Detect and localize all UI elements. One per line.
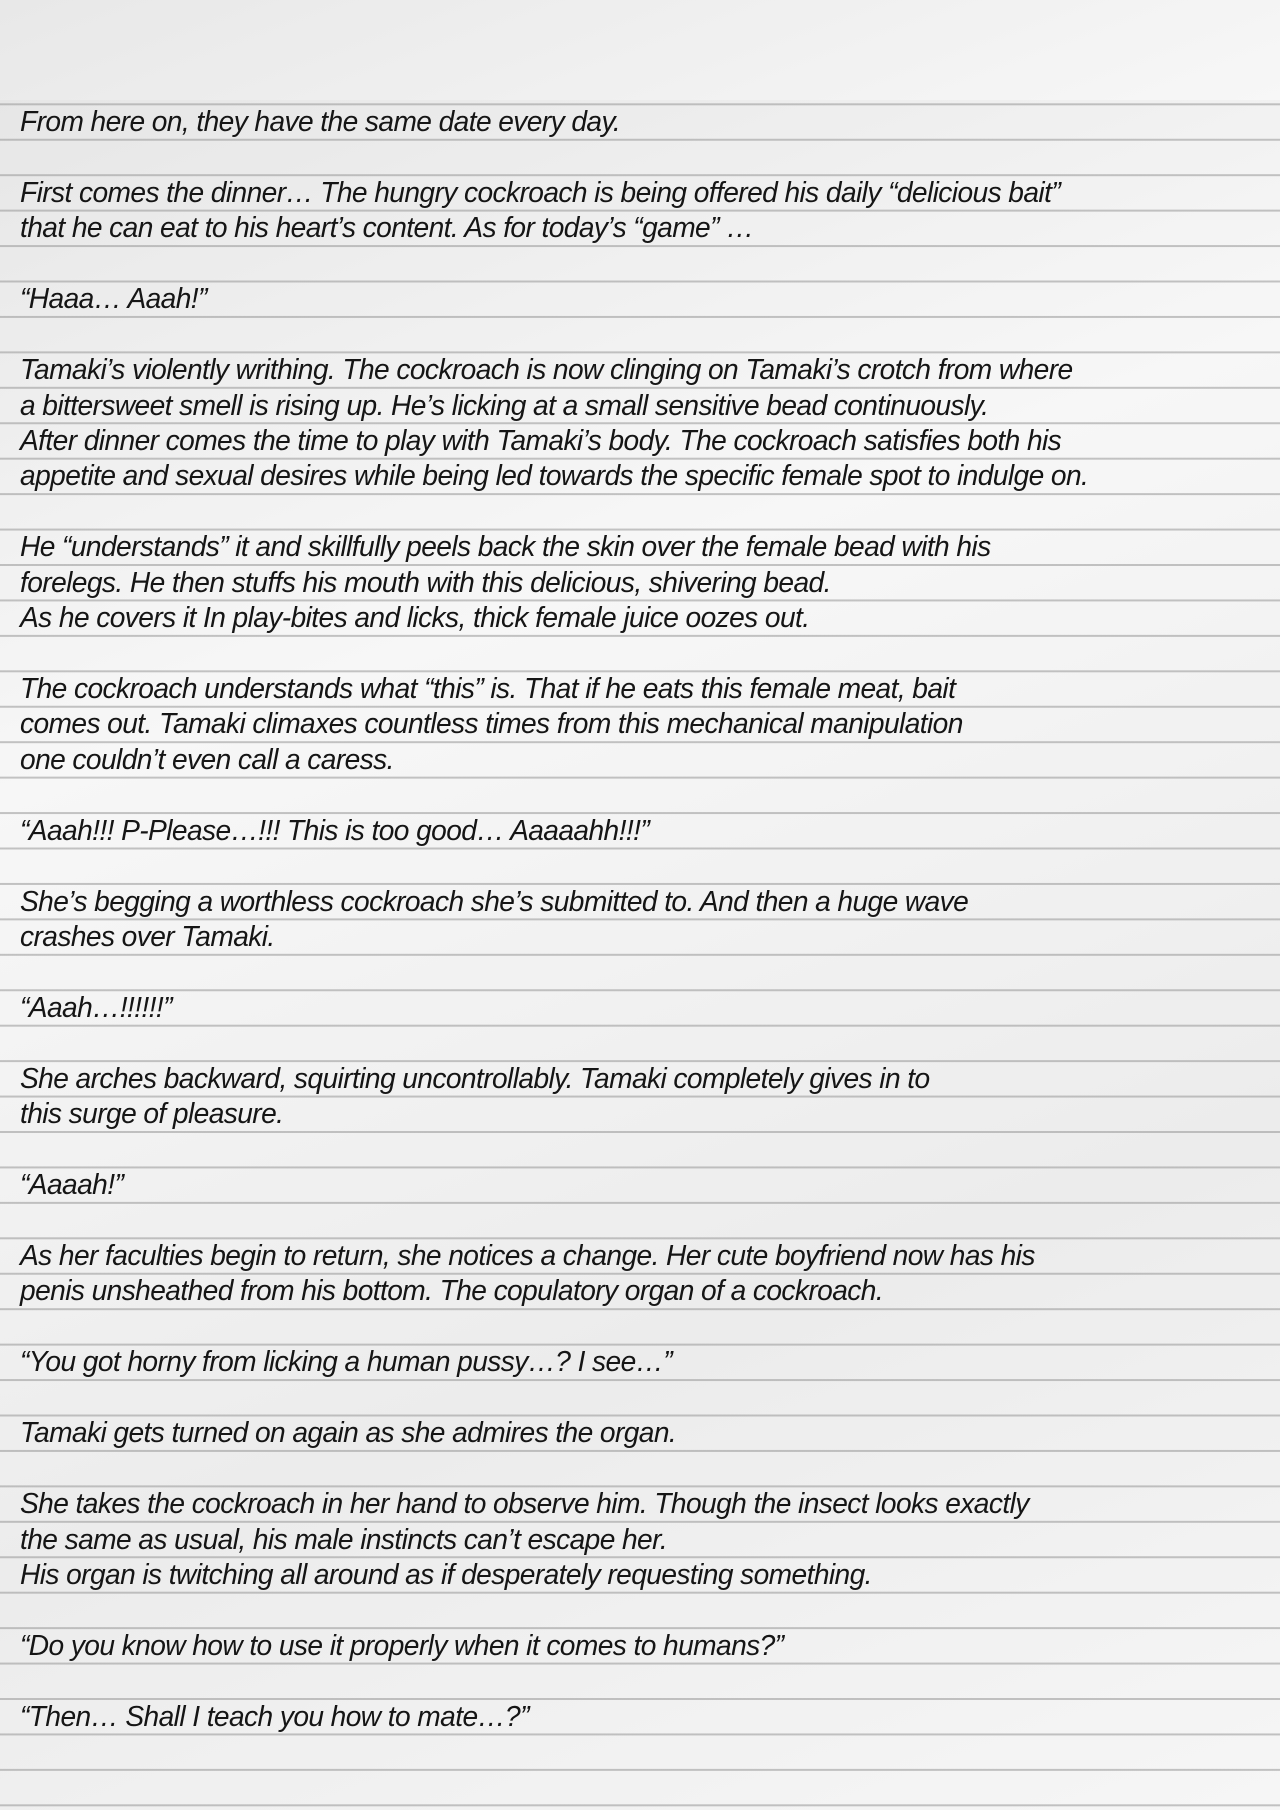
text-line: forelegs. He then stuffs his mouth with this delicious, shivering bead. bbox=[20, 566, 831, 599]
text-line: “You got horny from licking a human pussy…? I see…” bbox=[20, 1346, 673, 1379]
text-line: “Haaa… Aaah!” bbox=[20, 283, 207, 316]
page-top-margin bbox=[0, 0, 1280, 100]
paragraph bbox=[20, 176, 1280, 247]
text-line: comes out. Tamaki climaxes countless times from this mechanical manipulation bbox=[20, 708, 963, 741]
text-line: appetite and sexual desires while being led towards the specific female spot to indulge on. bbox=[20, 460, 1089, 493]
paragraph bbox=[20, 1168, 1280, 1203]
text-line: The cockroach understands what “this” is. That if he eats this female meat, bait bbox=[20, 673, 956, 705]
paragraph bbox=[20, 814, 1280, 849]
paragraph bbox=[20, 282, 1280, 317]
paragraph bbox=[20, 353, 1280, 495]
text-line: His organ is twitching all around as if desperately requesting something. bbox=[20, 1558, 872, 1591]
document-body bbox=[20, 105, 1280, 1771]
paragraph bbox=[20, 1239, 1280, 1310]
paragraph bbox=[20, 1629, 1280, 1664]
text-line: “Aaaah!” bbox=[20, 1169, 124, 1202]
paragraph bbox=[20, 672, 1280, 778]
text-line: First comes the dinner… The hungry cockroach is being offered his daily “delicious bait” bbox=[20, 176, 1061, 209]
paragraph bbox=[20, 105, 1280, 140]
text-line: “Then… Shall I teach you how to mate…?” bbox=[20, 1700, 529, 1733]
text-line: penis unsheathed from his bottom. The copulatory organ of a cockroach. bbox=[20, 1275, 884, 1308]
text-line: a bittersweet smell is rising up. He’s licking at a small sensitive bead continuously. bbox=[20, 389, 989, 422]
text-line: that he can eat to his heart’s content. As for today’s “game” … bbox=[20, 212, 754, 245]
text-line: As her faculties begin to return, she notices a change. Her cute boyfriend now has his bbox=[20, 1240, 1035, 1272]
paragraph bbox=[20, 530, 1280, 636]
paragraph bbox=[20, 1416, 1280, 1451]
text-line: She’s begging a worthless cockroach she’s submitted to. And then a huge wave bbox=[20, 885, 969, 918]
text-line: Tamaki’s violently writhing. The cockroach is now clinging on Tamaki’s crotch from where bbox=[20, 354, 1073, 387]
text-line: She takes the cockroach in her hand to observe him. Though the insect looks exactly bbox=[20, 1488, 1029, 1521]
text-line: “Do you know how to use it properly when it comes to humans?” bbox=[20, 1629, 784, 1662]
text-line: He “understands” it and skillfully peels back the skin over the female bead with his bbox=[20, 531, 991, 564]
text-line: “Aaah!!! P-Please…!!! This is too good… Aaaaahh!!!” bbox=[20, 814, 650, 847]
text-line: one couldn’t even call a caress. bbox=[20, 743, 394, 776]
paragraph bbox=[20, 1062, 1280, 1133]
paragraph bbox=[20, 1345, 1280, 1380]
text-line: After dinner comes the time to play with Tamaki’s body. The cockroach satisfies both his bbox=[20, 424, 1062, 457]
paragraph bbox=[20, 1700, 1280, 1735]
text-line: this surge of pleasure. bbox=[20, 1098, 284, 1131]
text-line: From here on, they have the same date every day. bbox=[20, 106, 621, 138]
paragraph bbox=[20, 991, 1280, 1026]
text-line: Tamaki gets turned on again as she admires the organ. bbox=[20, 1417, 677, 1450]
text-line: the same as usual, his male instincts can’t escape her. bbox=[20, 1523, 668, 1556]
paragraph bbox=[20, 885, 1280, 956]
text-line: She arches backward, squirting uncontrollably. Tamaki completely gives in to bbox=[20, 1062, 930, 1095]
text-line: “Aaah…!!!!!!” bbox=[20, 991, 172, 1024]
text-line: crashes over Tamaki. bbox=[20, 921, 275, 954]
text-line: As he covers it In play-bites and licks, thick female juice oozes out. bbox=[20, 602, 810, 635]
paragraph bbox=[20, 1487, 1280, 1593]
